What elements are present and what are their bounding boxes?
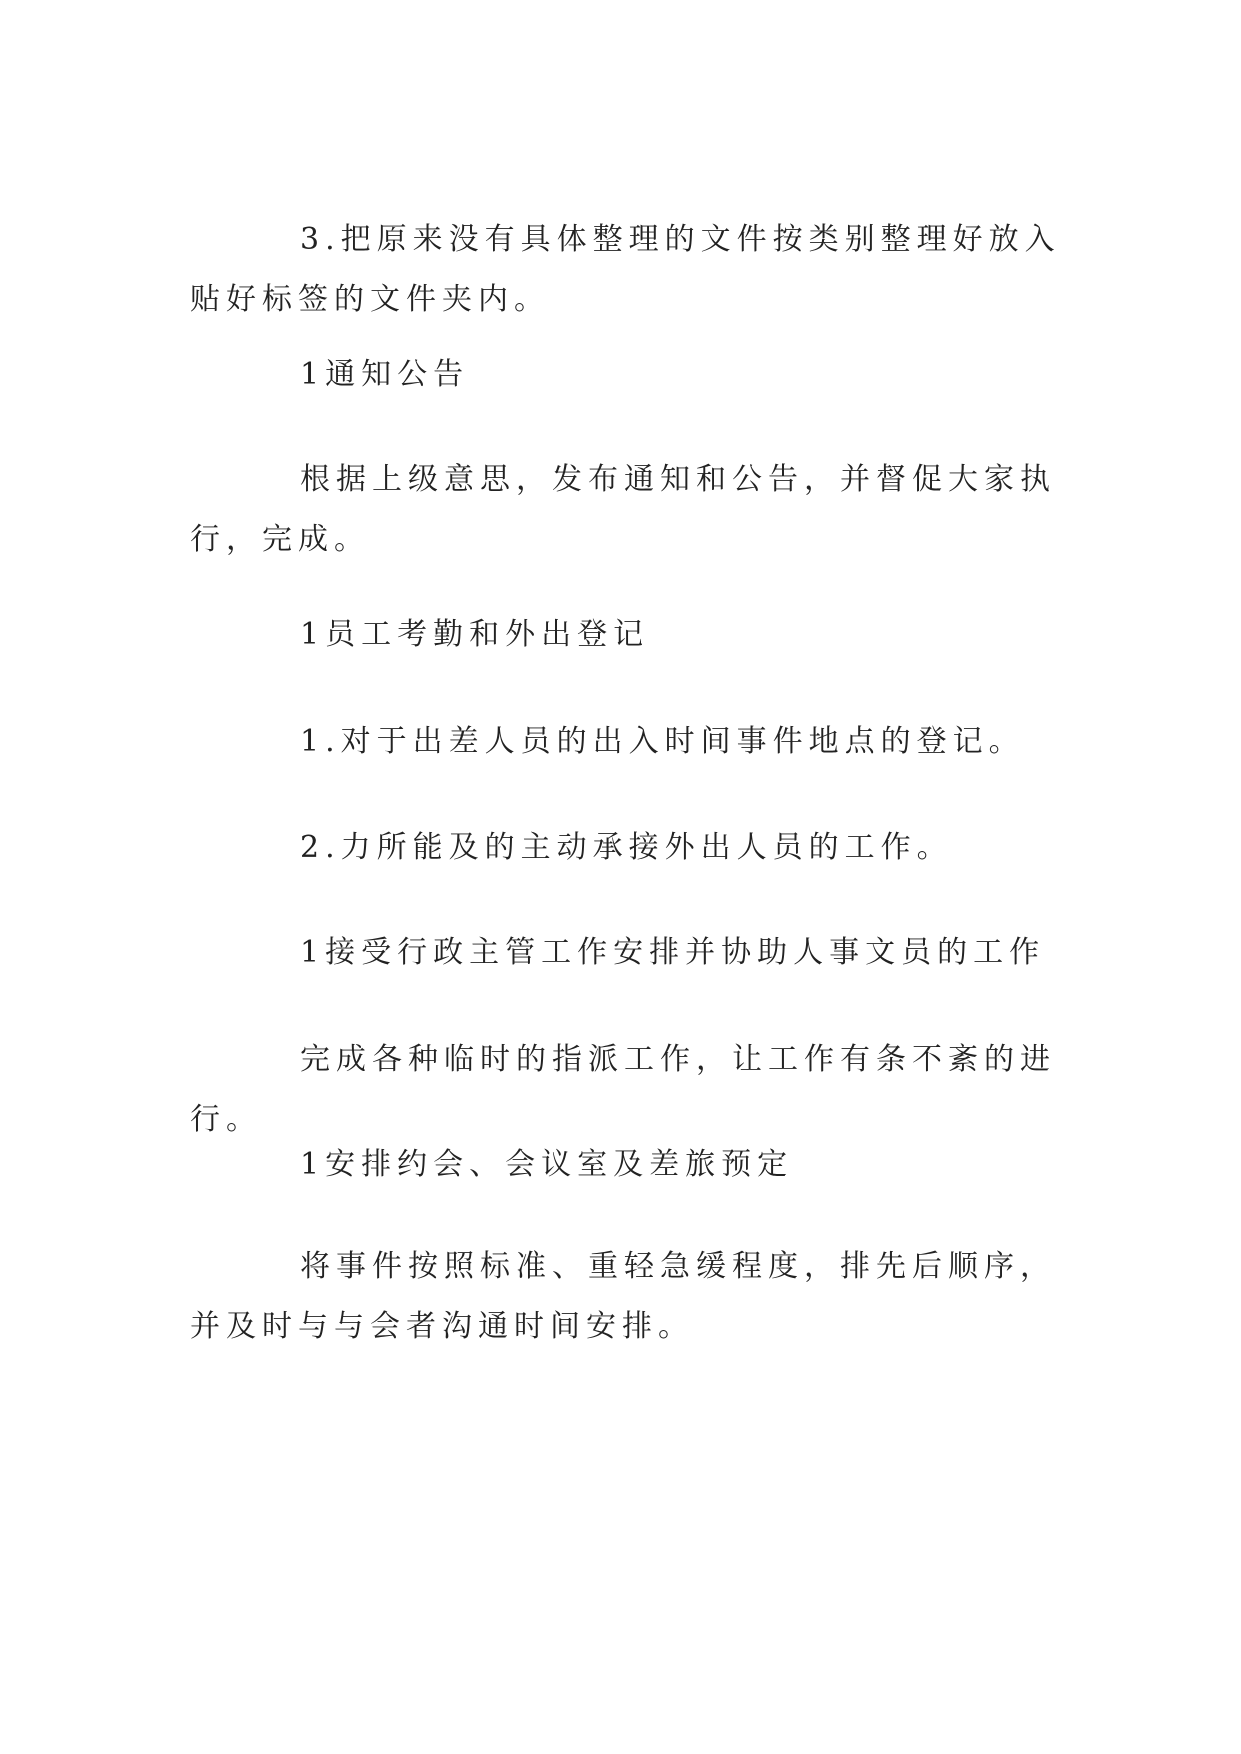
paragraph-admin-tasks: 完成各种临时的指派工作，让工作有条不紊的进行。 bbox=[190, 1042, 1056, 1137]
heading-attendance: 1员工考勤和外出登记 bbox=[300, 617, 650, 652]
paragraph-attendance-1: 1.对于出差人员的出入时间事件地点的登记。 bbox=[300, 724, 1025, 759]
paragraph-notices: 根据上级意思，发布通知和公告，并督促大家执行，完成。 bbox=[190, 462, 1056, 557]
paragraph-file-organizing: 3.把原来没有具体整理的文件按类别整理好放入贴好标签的文件夹内。 bbox=[190, 222, 1061, 317]
paragraph-attendance-2: 2.力所能及的主动承接外出人员的工作。 bbox=[300, 830, 953, 865]
heading-notices: 1通知公告 bbox=[300, 357, 470, 392]
heading-scheduling: 1安排约会、会议室及差旅预定 bbox=[300, 1147, 794, 1182]
paragraph-scheduling: 将事件按照标准、重轻急缓程度，排先后顺序，并及时与与会者沟通时间安排。 bbox=[190, 1249, 1056, 1344]
heading-admin-tasks: 1接受行政主管工作安排并协助人事文员的工作 bbox=[300, 935, 1046, 970]
